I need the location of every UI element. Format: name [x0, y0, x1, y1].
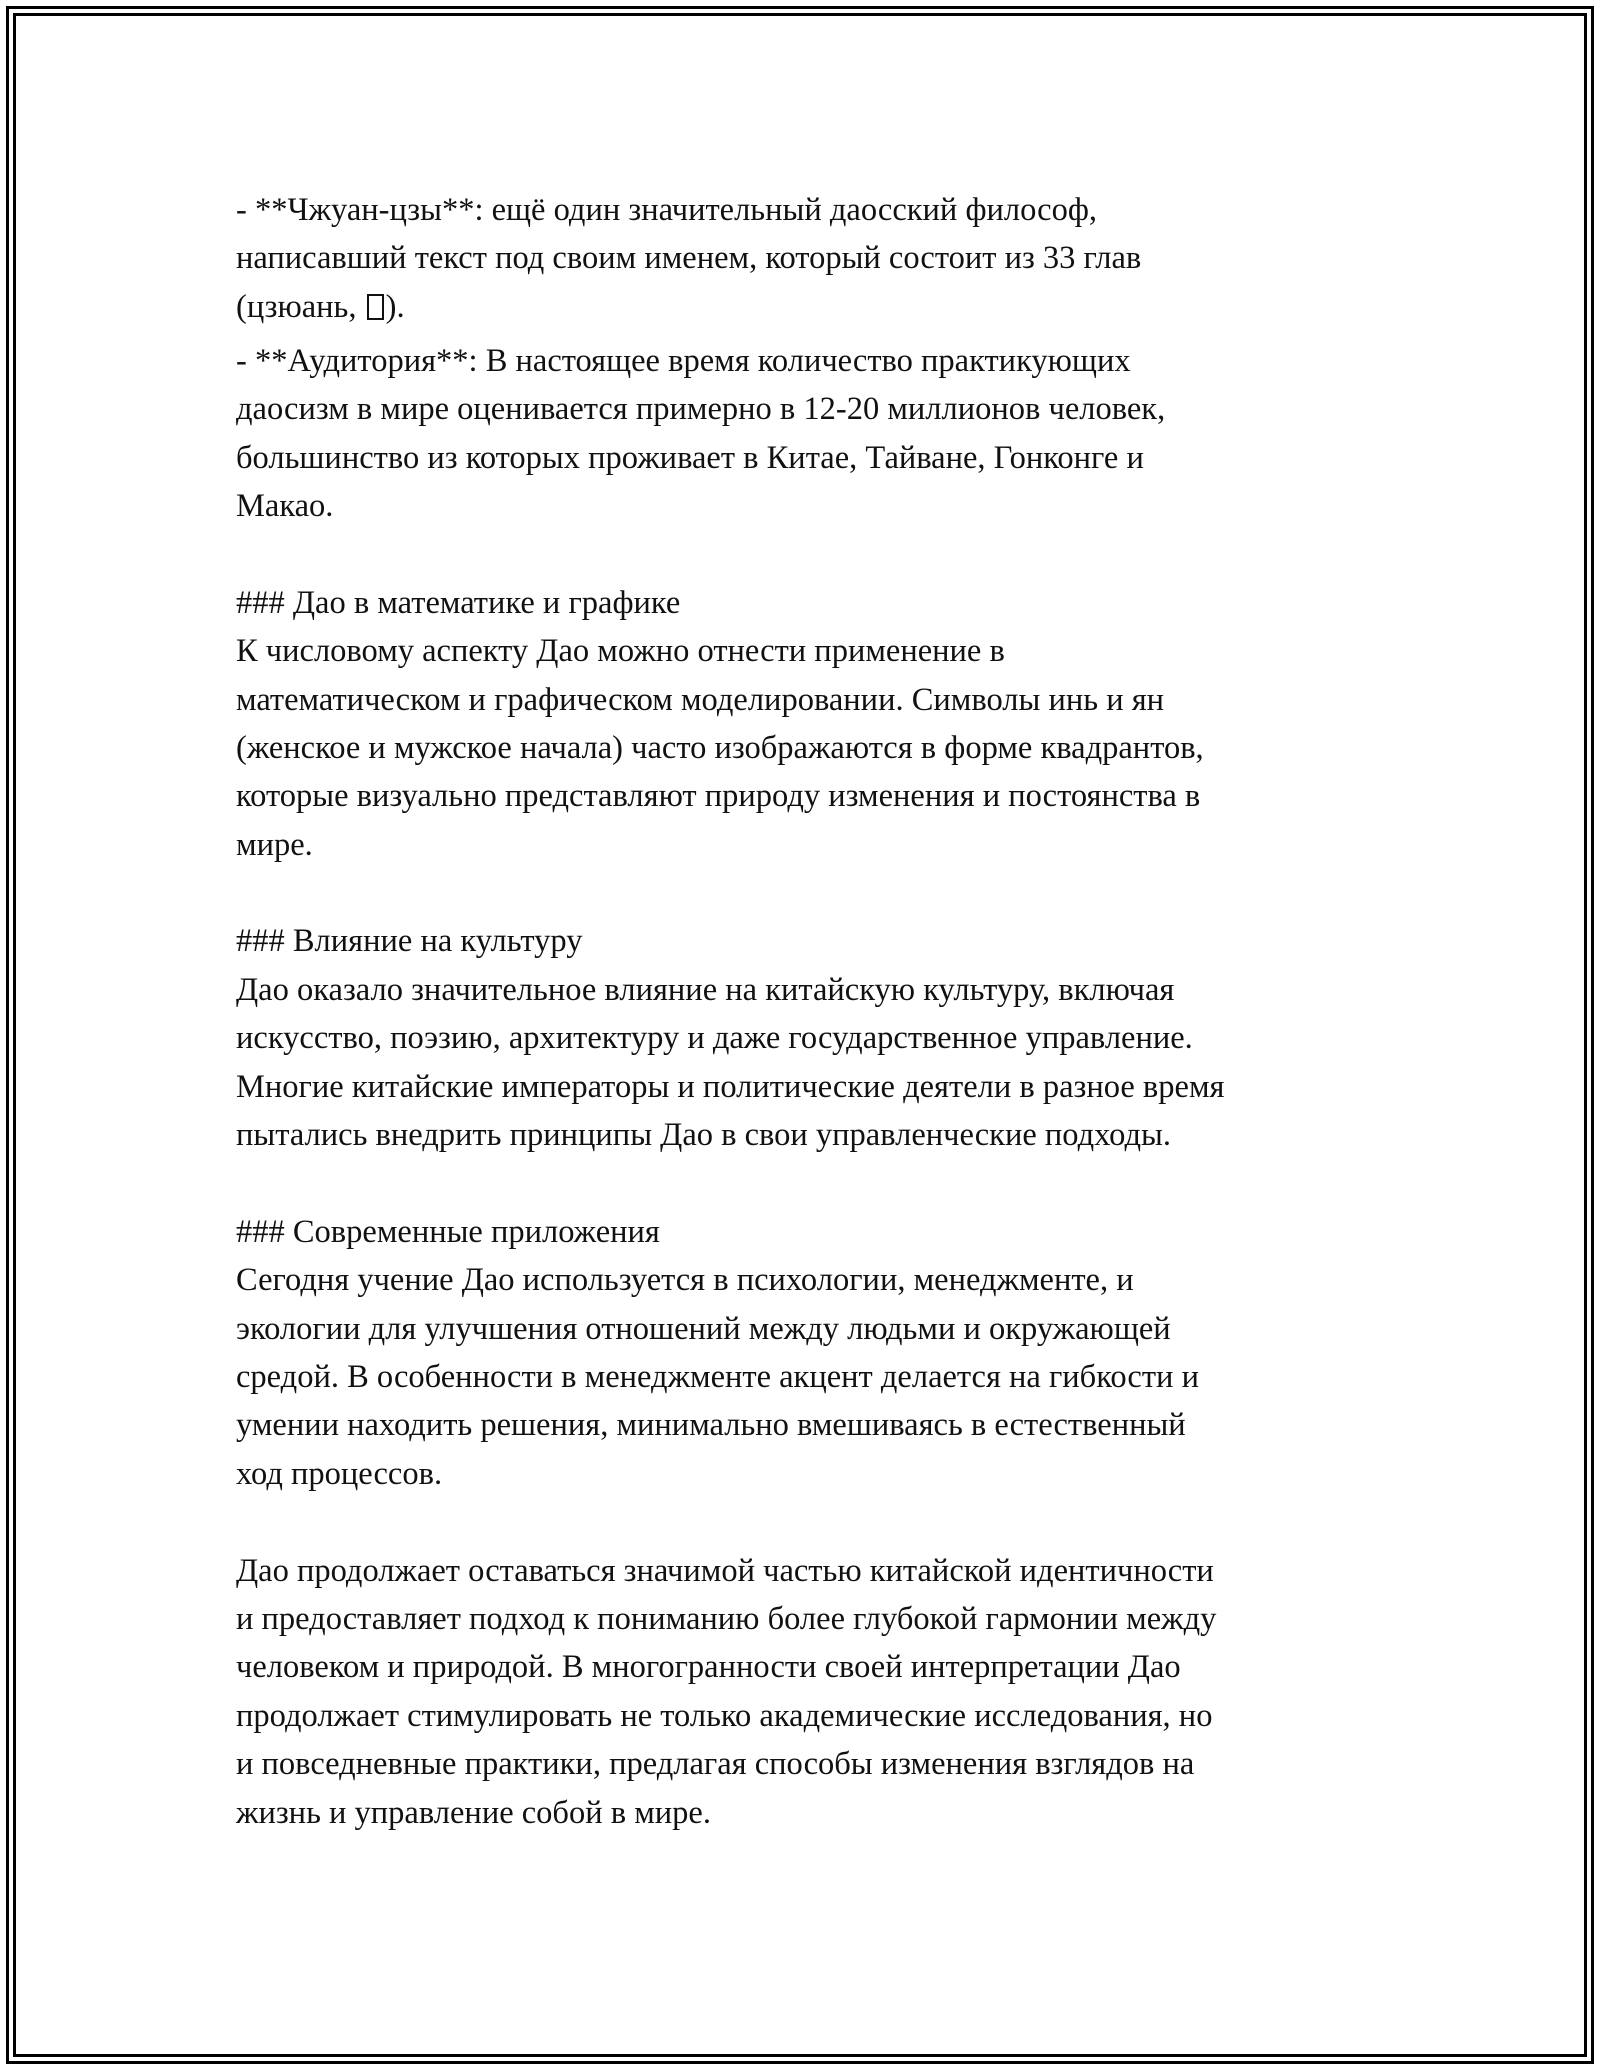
text-line: и предоставляет подход к пониманию более глубокой гармонии между [236, 1600, 1217, 1637]
section-modern [236, 1208, 1376, 1498]
section-heading: ### Влияние на культуру [236, 923, 583, 960]
text-line: искусство, поэзию, архитектуру и даже государственное управление. [236, 1020, 1193, 1057]
bullet-zhuangzi [236, 186, 1376, 337]
text-line: К числовому аспекту Дао можно отнести применение в [236, 633, 1005, 670]
document-body [236, 186, 1376, 1837]
text-line: (женское и мужское начала) часто изображаются в форме квадрантов, [236, 729, 1204, 766]
text-line: Макао. [236, 487, 334, 524]
text-line: Дао оказало значительное влияние на китайскую культуру, включая [236, 971, 1175, 1008]
text-fragment: (цзюань, [236, 288, 365, 325]
text-line: средой. В особенности в менеджменте акцент делается на гибкости и [236, 1358, 1199, 1395]
paragraph-gap [236, 1159, 1376, 1207]
text-line: продолжает стимулировать не только академические исследования, но [236, 1697, 1213, 1734]
paragraph-gap [236, 530, 1376, 578]
text-line: человеком и природой. В многогранности своей интерпретации Дао [236, 1649, 1181, 1686]
bullet-audience [236, 337, 1376, 531]
text-line: жизнь и управление собой в мире. [236, 1794, 711, 1831]
text-line: - **Аудитория**: В настоящее время количество практикующих [236, 342, 1131, 379]
text-line: математическом и графическом моделировании. Символы инь и ян [236, 681, 1165, 718]
text-line: - **Чжуан-цзы**: ещё один значительный даосский философ, [236, 192, 1098, 228]
text-line: даосизм в мире оценивается примерно в 12-20 миллионов человек, [236, 391, 1166, 428]
section-culture [236, 917, 1376, 1159]
text-line: экологии для улучшения отношений между людьми и окружающей [236, 1310, 1171, 1347]
paragraph-gap [236, 869, 1376, 917]
text-line: пытались внедрить принципы Дао в свои управленческие подходы. [236, 1117, 1171, 1154]
text-line: мире. [236, 826, 313, 863]
text-line: написавший текст под своим именем, который состоит из 33 глав [236, 240, 1142, 277]
missing-glyph-icon [367, 294, 384, 320]
section-math [236, 579, 1376, 869]
text-line: ход процессов. [236, 1455, 443, 1492]
text-fragment: ). [385, 288, 405, 325]
text-line: умении находить решения, минимально вмешиваясь в естественный [236, 1407, 1186, 1444]
section-heading: ### Дао в математике и графике [236, 584, 681, 621]
text-line: Сегодня учение Дао используется в психологии, менеджменте, и [236, 1262, 1134, 1299]
text-line: большинство из которых проживает в Китае, Тайване, Гонконге и [236, 439, 1144, 476]
text-line: Многие китайские императоры и политические деятели в разное время [236, 1068, 1225, 1105]
text-line [236, 283, 1376, 337]
text-line: и повседневные практики, предлагая способы изменения взглядов на [236, 1746, 1195, 1783]
conclusion-paragraph [236, 1547, 1376, 1837]
text-line: которые визуально представляют природу изменения и постоянства в [236, 778, 1201, 815]
paragraph-gap [236, 1498, 1376, 1546]
text-line: Дао продолжает оставаться значимой частью китайской идентичности [236, 1552, 1214, 1589]
section-heading: ### Современные приложения [236, 1213, 660, 1250]
